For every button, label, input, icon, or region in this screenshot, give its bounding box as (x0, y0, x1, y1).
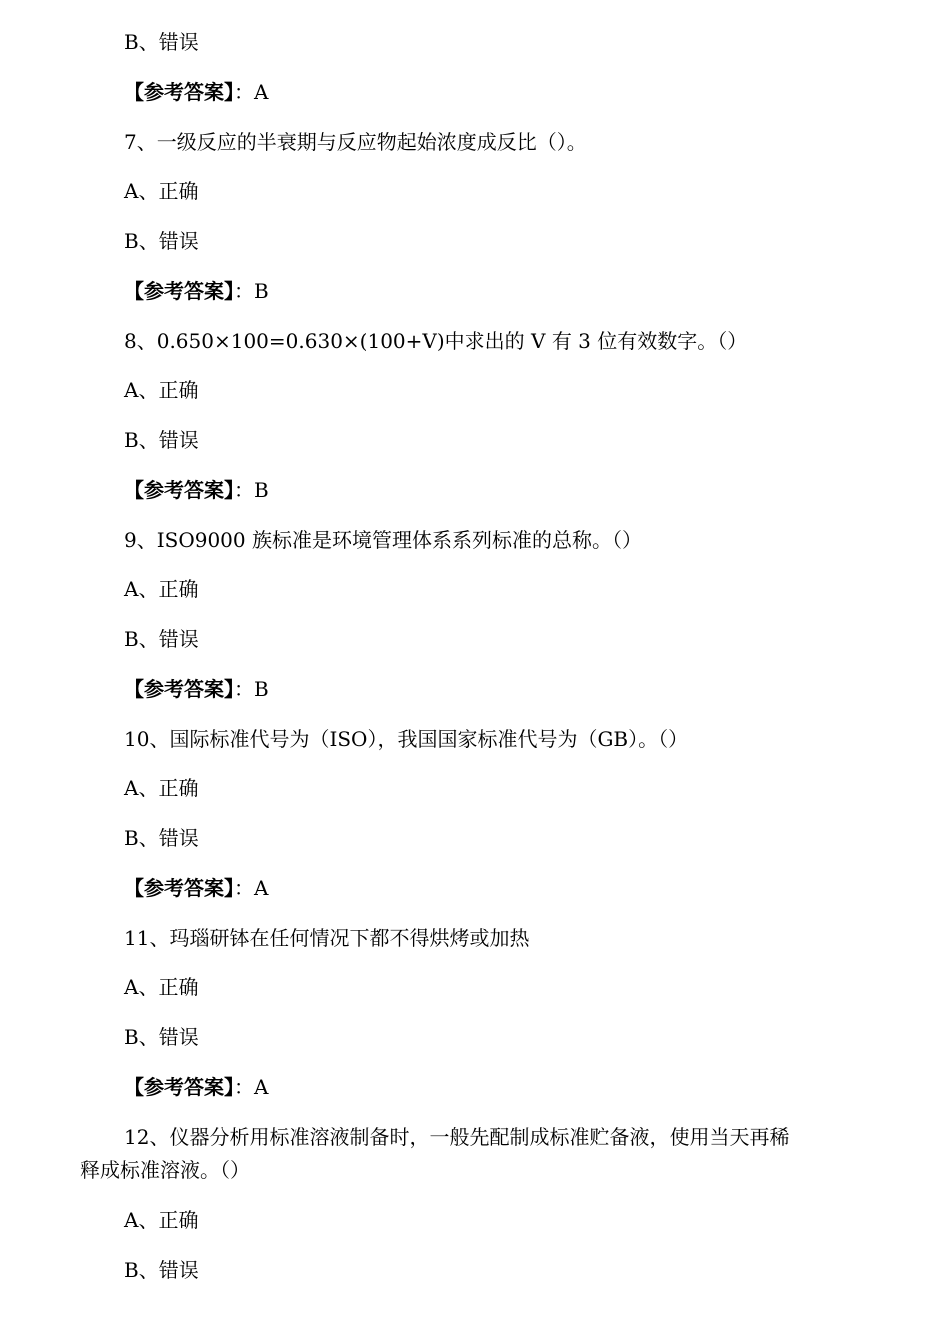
option-line: B、错误 (124, 229, 199, 253)
answer-line (124, 676, 269, 702)
option-line: A、正确 (124, 1208, 199, 1232)
answer-label: 【参考答案】 (124, 1075, 234, 1099)
answer-line (124, 1074, 268, 1100)
answer-value: A (254, 876, 269, 900)
question-line: 12、仪器分析用标准溶液制备时，一般先配制成标准贮备液，使用当天再稀 (124, 1125, 790, 1149)
answer-line (124, 875, 268, 901)
answer-sep: ： (234, 478, 254, 502)
option-line: B、错误 (124, 826, 199, 850)
answer-sep: ： (234, 80, 254, 104)
option-line: A、正确 (124, 378, 199, 402)
answer-label: 【参考答案】 (124, 279, 234, 303)
option-line: A、正确 (124, 975, 199, 999)
answer-line (124, 278, 269, 304)
answer-line (124, 477, 269, 503)
answer-label: 【参考答案】 (124, 478, 234, 502)
answer-label: 【参考答案】 (124, 876, 234, 900)
answer-sep: ： (234, 876, 254, 900)
question-line-continued: 释成标准溶液。（） (80, 1158, 250, 1182)
option-line: B、错误 (124, 627, 199, 651)
answer-value: A (254, 80, 269, 104)
answer-value: A (254, 1075, 269, 1099)
option-line: A、正确 (124, 577, 199, 601)
answer-label: 【参考答案】 (124, 80, 234, 104)
answer-value: B (254, 279, 269, 303)
answer-value: B (254, 478, 269, 502)
option-line: B、错误 (124, 1258, 199, 1282)
answer-value: B (254, 677, 269, 701)
answer-label: 【参考答案】 (124, 677, 234, 701)
option-line: B、错误 (124, 1025, 199, 1049)
option-line: B、错误 (124, 428, 199, 452)
answer-sep: ： (234, 279, 254, 303)
question-line: 8、0.650×100=0.630×(100+V)中求出的 V 有 3 位有效数字。（） (124, 329, 748, 353)
question-line: 10、国际标准代号为（ISO），我国国家标准代号为（GB）。（） (124, 727, 689, 751)
option-line: B、错误 (124, 30, 199, 54)
answer-line (124, 79, 268, 105)
question-line: 11、玛瑙研钵在任何情况下都不得烘烤或加热 (124, 926, 530, 950)
answer-sep: ： (234, 1075, 254, 1099)
question-line: 9、ISO9000 族标准是环境管理体系系列标准的总称。（） (124, 528, 642, 552)
answer-sep: ： (234, 677, 254, 701)
question-line: 7、一级反应的半衰期与反应物起始浓度成反比（）。 (124, 130, 587, 154)
option-line: A、正确 (124, 776, 199, 800)
option-line: A、正确 (124, 179, 199, 203)
